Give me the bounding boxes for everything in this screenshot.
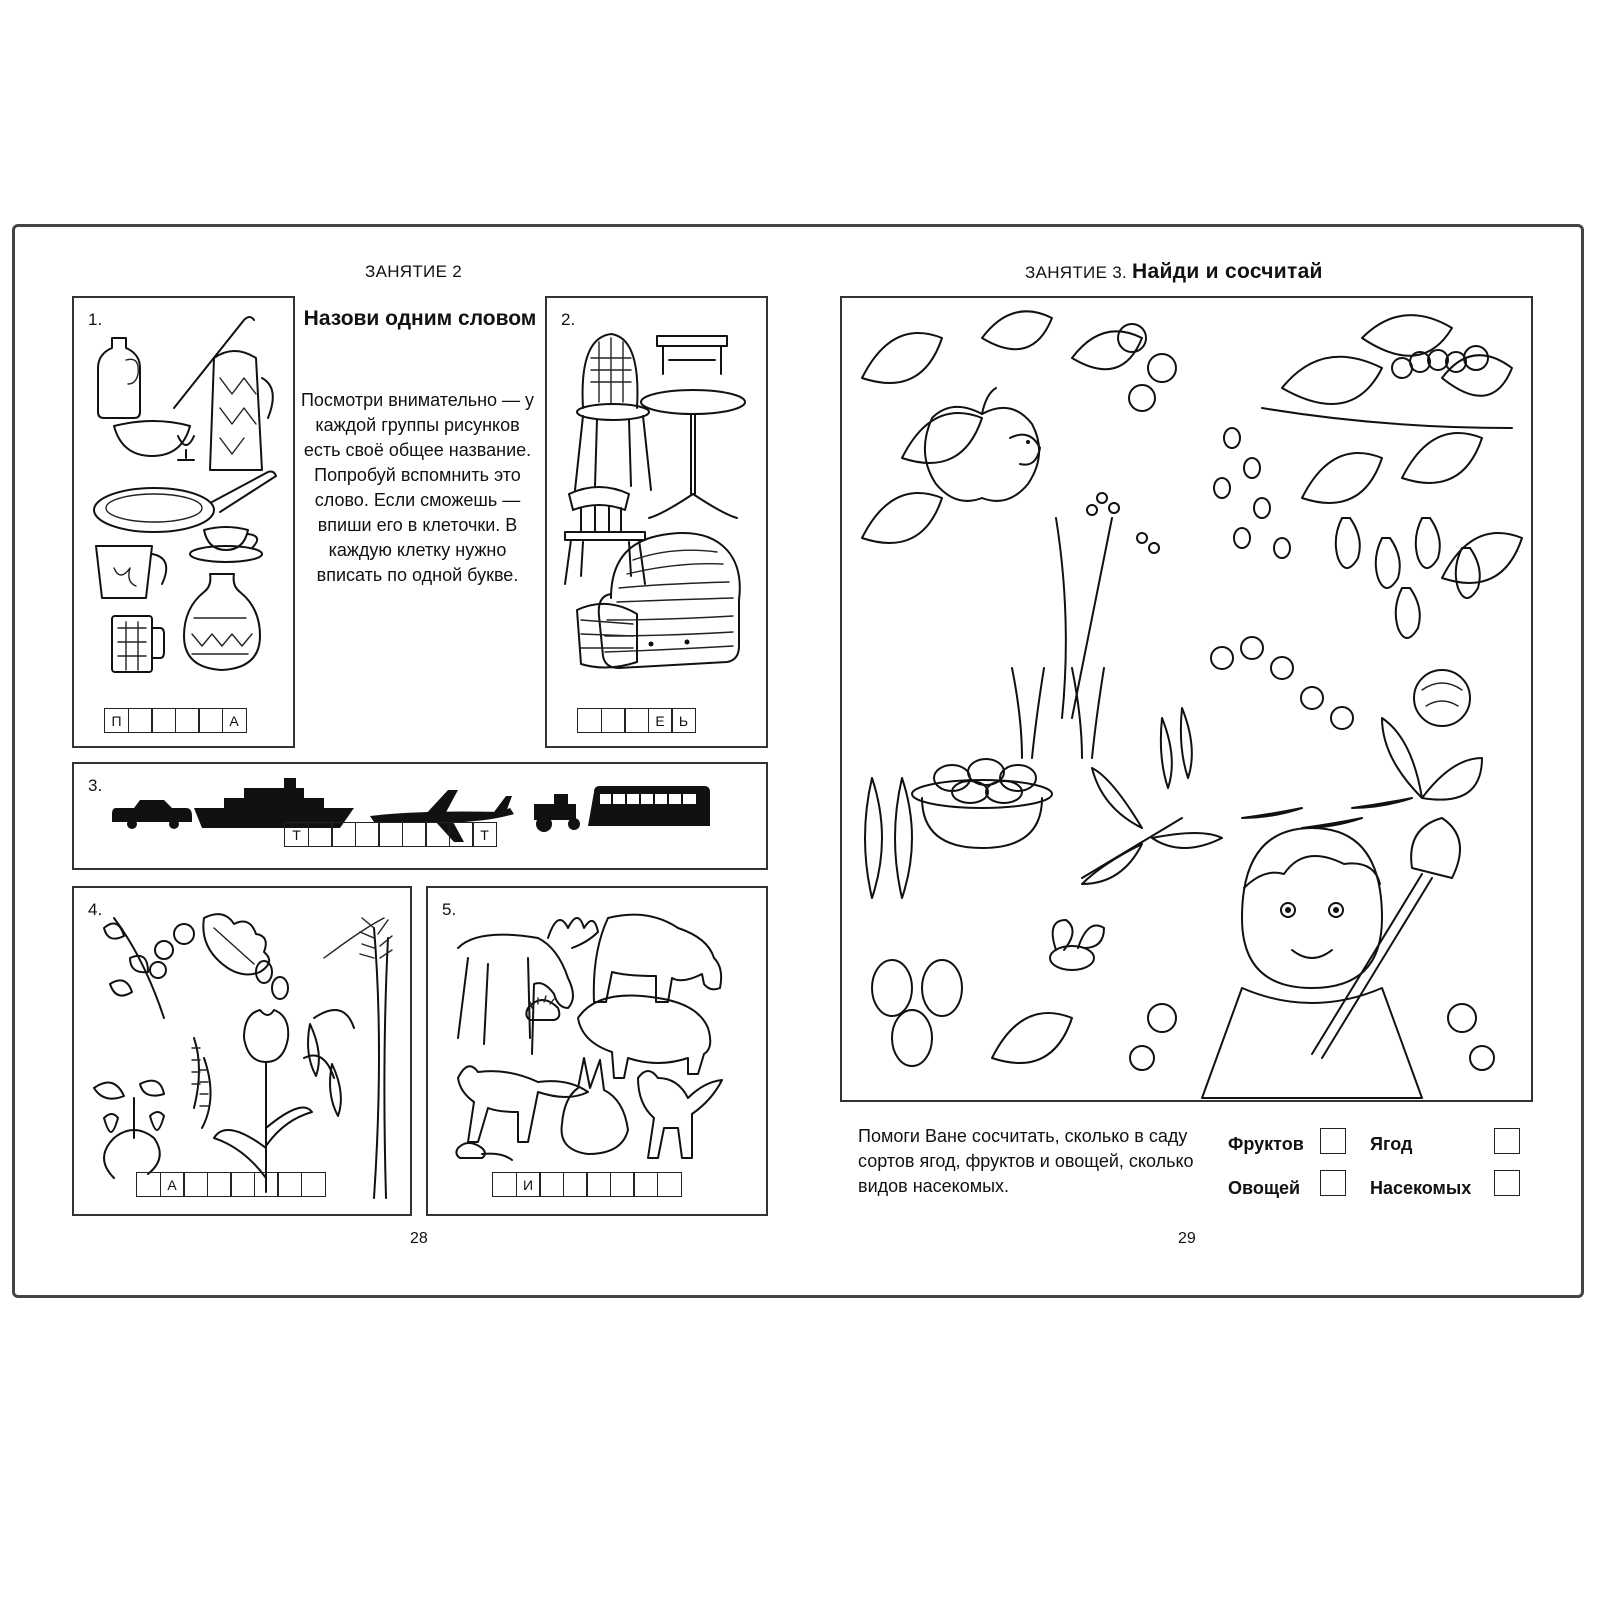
letter-cell[interactable] <box>563 1172 588 1197</box>
instruction-title: Назови одним словом <box>303 307 537 330</box>
letter-cell[interactable]: П <box>104 708 129 733</box>
vegetables-count-box[interactable] <box>1320 1170 1346 1196</box>
letter-cell[interactable] <box>610 1172 635 1197</box>
lesson-3-header <box>1025 260 1323 284</box>
answer-cells-5 <box>492 1172 682 1197</box>
label-insects: Насекомых <box>1370 1178 1472 1198</box>
letter-cell[interactable] <box>601 708 626 733</box>
letter-cell[interactable] <box>577 708 602 733</box>
letter-cell[interactable]: Т <box>284 822 309 847</box>
transport-silhouettes <box>74 764 770 872</box>
letter-cell[interactable] <box>128 708 153 733</box>
letter-cell[interactable] <box>175 708 200 733</box>
letter-cell[interactable] <box>378 822 403 847</box>
letter-cell[interactable]: Е <box>648 708 673 733</box>
letter-cell[interactable] <box>308 822 333 847</box>
furniture-illustration <box>547 298 770 750</box>
letter-cell[interactable] <box>301 1172 326 1197</box>
insects-count-box[interactable] <box>1494 1170 1520 1196</box>
letter-cell[interactable] <box>254 1172 279 1197</box>
letter-cell[interactable]: И <box>516 1172 541 1197</box>
letter-cell[interactable] <box>151 708 176 733</box>
letter-cell[interactable] <box>355 822 380 847</box>
garden-scene-box <box>840 296 1533 1102</box>
label-berries: Ягод <box>1370 1134 1413 1154</box>
task-5-box <box>426 886 768 1216</box>
answer-cells-2 <box>577 708 696 733</box>
letter-cell[interactable] <box>624 708 649 733</box>
count-instruction: Помоги Ване сосчитать, сколько в саду сортов ягод, фруктов и овощей, сколько видов насекомых. <box>858 1126 1194 1196</box>
fruits-count-box[interactable] <box>1320 1128 1346 1154</box>
task-number: 5. <box>442 900 457 919</box>
letter-cell[interactable] <box>657 1172 682 1197</box>
letter-cell[interactable] <box>402 822 427 847</box>
letter-cell[interactable]: Ь <box>671 708 696 733</box>
letter-cell[interactable] <box>449 822 474 847</box>
letter-cell[interactable] <box>183 1172 208 1197</box>
letter-cell[interactable] <box>539 1172 564 1197</box>
letter-cell[interactable]: А <box>160 1172 185 1197</box>
page-number-right: 29 <box>1178 1230 1196 1247</box>
answer-cells-4 <box>136 1172 326 1197</box>
task-number: 2. <box>561 310 576 329</box>
task-1-box <box>72 296 295 748</box>
answer-cells-1 <box>104 708 247 733</box>
page-number-left: 28 <box>410 1230 428 1247</box>
letter-cell[interactable] <box>136 1172 161 1197</box>
instruction-text: Посмотри внимательно — у каждой группы рисунков есть своё общее название. Попробуй вспомнить это слово. Если сможешь — впиши его в клеточки. В каждую клетку нужно вписать по одной букве. <box>300 390 535 585</box>
letter-cell[interactable] <box>277 1172 302 1197</box>
dishes-illustration <box>74 298 297 750</box>
label-fruits: Фруктов <box>1228 1134 1304 1154</box>
letter-cell[interactable] <box>633 1172 658 1197</box>
letter-cell[interactable] <box>198 708 223 733</box>
task-4-box <box>72 886 412 1216</box>
garden-illustration <box>842 298 1535 1104</box>
letter-cell[interactable]: Т <box>472 822 497 847</box>
berries-count-box[interactable] <box>1494 1128 1520 1154</box>
label-vegetables: Овощей <box>1228 1178 1301 1198</box>
animals-illustration <box>428 888 770 1218</box>
letter-cell[interactable] <box>207 1172 232 1197</box>
task-number: 3. <box>88 776 103 795</box>
plants-illustration <box>74 888 414 1218</box>
task-3-box <box>72 762 768 870</box>
letter-cell[interactable] <box>425 822 450 847</box>
letter-cell[interactable] <box>586 1172 611 1197</box>
letter-cell[interactable]: А <box>222 708 247 733</box>
lesson-3-prefix: ЗАНЯТИЕ 3. <box>1025 263 1128 282</box>
lesson-3-title: Найди и сосчитай <box>1132 260 1323 283</box>
task-2-box <box>545 296 768 748</box>
task-number: 1. <box>88 310 103 329</box>
letter-cell[interactable] <box>230 1172 255 1197</box>
letter-cell[interactable] <box>331 822 356 847</box>
answer-cells-3 <box>284 822 497 847</box>
lesson-2-header: ЗАНЯТИЕ 2 <box>365 262 462 281</box>
letter-cell[interactable] <box>492 1172 517 1197</box>
task-number: 4. <box>88 900 103 919</box>
